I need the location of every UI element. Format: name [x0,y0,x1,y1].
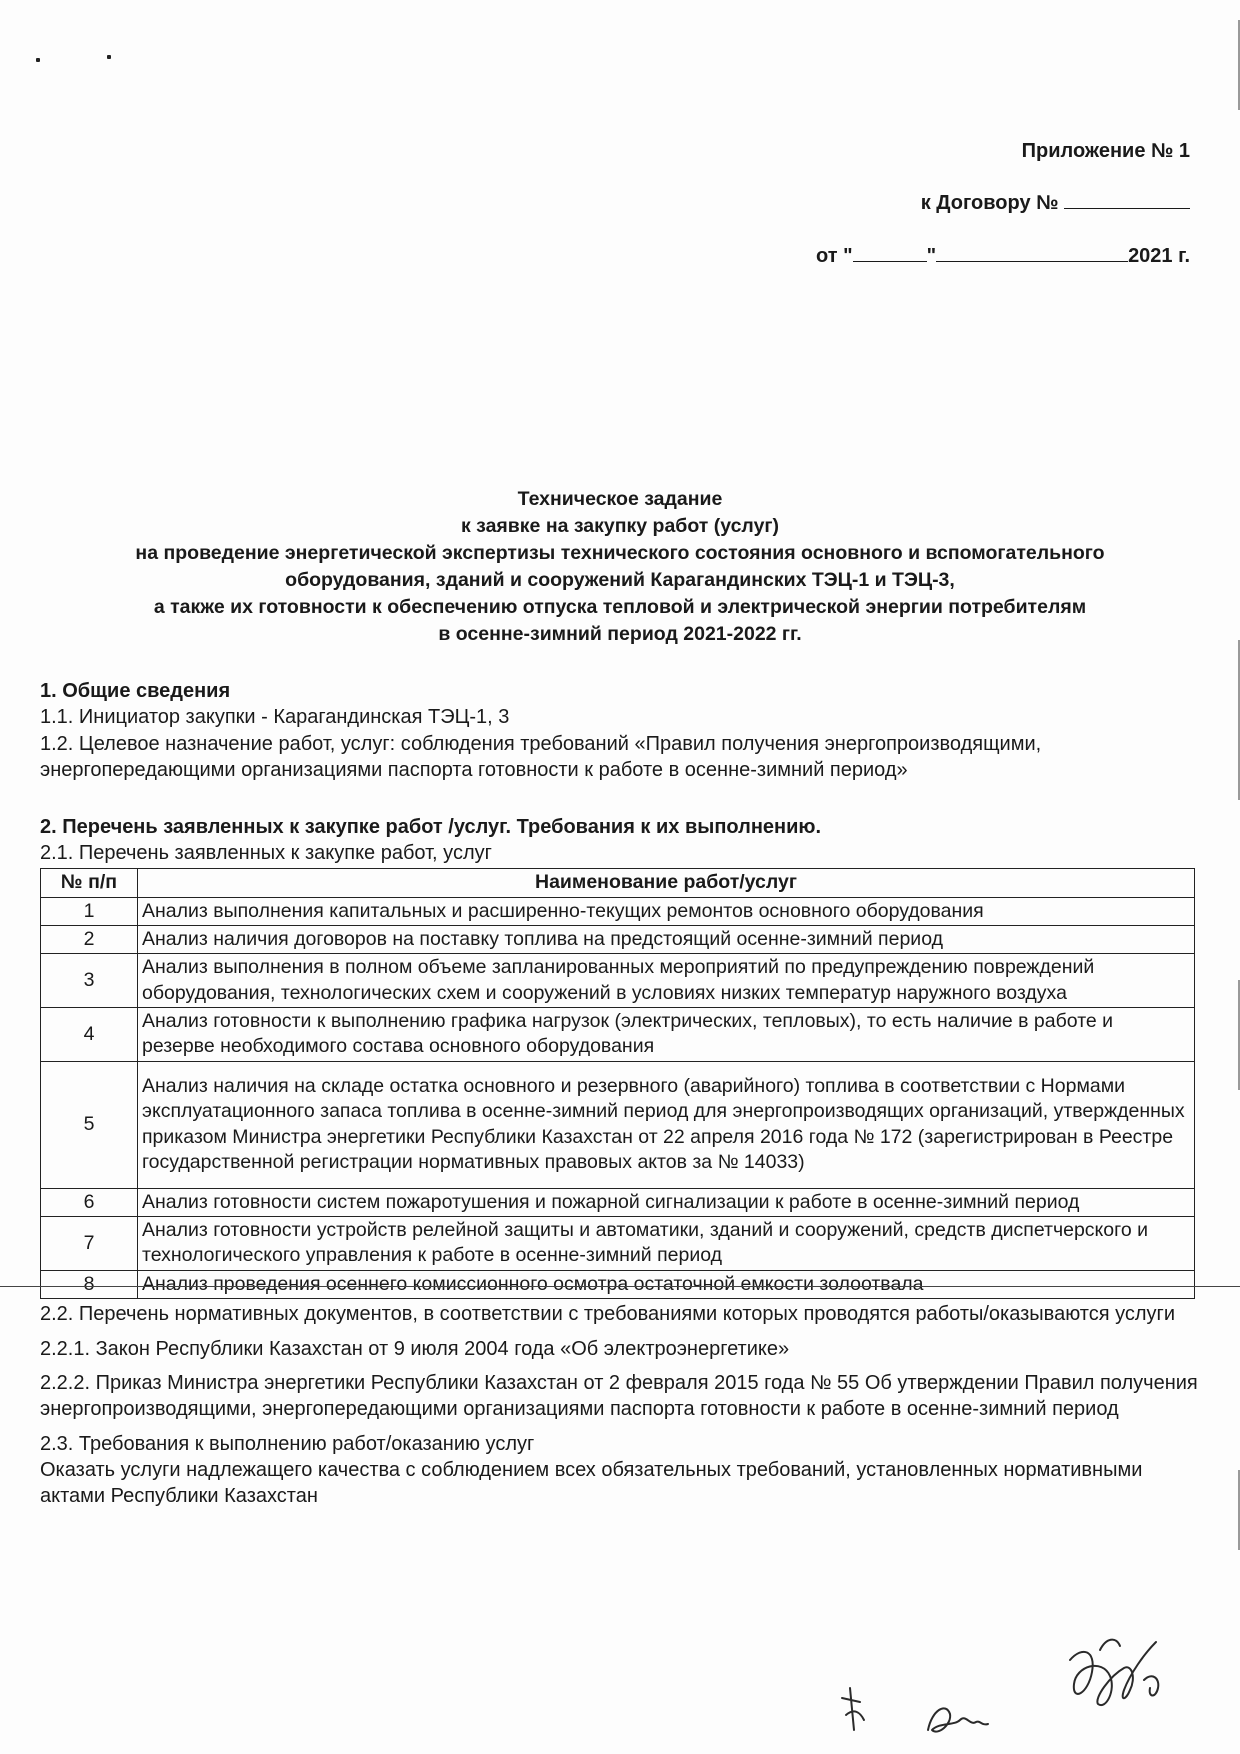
col-header-number: № п/п [41,869,138,897]
row-number: 3 [41,954,138,1008]
works-table-header [41,869,1195,897]
scan-speck [107,55,111,59]
row-number: 6 [41,1188,138,1216]
row-text: Анализ готовности к выполнению графика нагрузок (электрических, тепловых), то есть наличие в работе и резерве необходимого состава основного оборудования [138,1008,1195,1062]
appendix-label: Приложение № 1 [1021,140,1190,162]
signatures-icon [820,1580,1220,1750]
appendix-header [816,138,1190,295]
table-row [41,1270,1195,1298]
section-2-1: 2.1. Перечень заявленных к закупке работ, услуг [40,841,492,864]
section-1-1: 1.1. Инициатор закупки - Карагандинская ТЭЦ-1, 3 [40,706,510,729]
date-suffix: 2021 г. [1128,244,1190,267]
row-number: 7 [41,1217,138,1271]
title-line: к заявке на закупку работ (услуг) [460,514,780,537]
document-title [60,486,1180,647]
title-line: Техническое задание [517,488,723,510]
table-row [41,1217,1195,1271]
section-2-2-2: 2.2.2. Приказ Министра энергетики Республики Казахстан от 2 февраля 2015 года № 55 Об утверждении Правил получения энергопроизводящими, энергопередающими организациями паспорта готовности к работе в осенне-зимний период [40,1371,1198,1421]
row-text: Анализ выполнения в полном объеме запланированных мероприятий по предупреждению повреждений оборудования, технологических схем и сооружений в условиях низких температур наружного воздуха [138,954,1195,1008]
section-2-3-text: Оказать услуги надлежащего качества с соблюдением всех обязательных требований, установленных нормативными актами Республики Казахстан [40,1459,1143,1508]
date-quote: " [926,244,937,267]
table-row [41,954,1195,1008]
section-1-heading: 1. Общие сведения [40,680,231,702]
row-text: Анализ готовности устройств релейной защиты и автоматики, зданий и сооружений, средств диспетчерского и технологического управления к работе в осенне-зимний период [138,1217,1195,1271]
row-number: 2 [41,926,138,954]
table-row [41,1061,1195,1188]
row-number: 8 [41,1270,138,1298]
section-2-3: 2.3. Требования к выполнению работ/оказанию услуг [40,1432,535,1455]
date-prefix: от " [816,244,853,267]
row-text: Анализ готовности систем пожаротушения и пожарной сигнализации к работе в осенне-зимний период [138,1188,1195,1216]
table-row [41,897,1195,925]
date-month-blank [936,243,1128,262]
section-2-2-1: 2.2.1. Закон Республики Казахстан от 9 июля 2004 года «Об электроэнергетике» [40,1337,790,1360]
title-line: оборудования, зданий и сооружений Карагандинских ТЭЦ-1 и ТЭЦ-3, [285,568,955,591]
scan-speck [36,58,40,62]
section-2-2: 2.2. Перечень нормативных документов, в соответствии с требованиями которых проводятся работы/оказываются услуги [40,1303,1175,1326]
section-1-2: 1.2. Целевое назначение работ, услуг: соблюдения требований «Правил получения энергопроизводящими, энергопередающими организациями паспорта готовности к работе в осенне-зимний период» [40,732,1042,782]
row-text: Анализ наличия договоров на поставку топлива на предстоящий осенне-зимний период [138,926,1195,954]
scan-crease-line [0,1286,1240,1287]
row-number: 5 [41,1061,138,1188]
title-line: на проведение энергетической экспертизы технического состояния основного и вспомогательного [135,541,1105,564]
date-day-blank [853,243,927,262]
row-text: Анализ проведения осеннего комиссионного осмотра остаточной емкости золоотвала [138,1270,1195,1298]
table-row [41,1008,1195,1062]
title-line: в осенне-зимний период 2021-2022 гг. [438,622,802,645]
contract-number-line [816,190,1190,216]
col-header-name: Наименование работ/услуг [138,869,1195,897]
row-text: Анализ наличия на складе остатка основного и резервного (аварийного) топлива в соответствии с Нормами эксплуатационного запаса топлива в осенне-зимний период для энергопроизводящих организаций, утвержденных приказом Министра энергетики Республики Казахстан от 22 апреля 2016 года № 172 (зарегистрирован в Реестре государственной регистрации нормативных правовых актов за № 14033) [138,1061,1195,1188]
works-table [40,868,1195,1299]
row-number: 1 [41,897,138,925]
contract-number-blank [1064,190,1190,209]
contract-date-line [816,243,1190,269]
title-line: а также их готовности к обеспечению отпуска тепловой и электрической энергии потребителям [153,595,1087,618]
document-body [40,678,1200,1510]
table-row [41,926,1195,954]
table-row [41,1188,1195,1216]
row-text: Анализ выполнения капитальных и расширенно-текущих ремонтов основного оборудования [138,897,1195,925]
contract-prefix: к Договору № [920,192,1059,215]
section-2-heading: 2. Перечень заявленных к закупке работ /услуг. Требования к их выполнению. [40,815,822,838]
row-number: 4 [41,1008,138,1062]
